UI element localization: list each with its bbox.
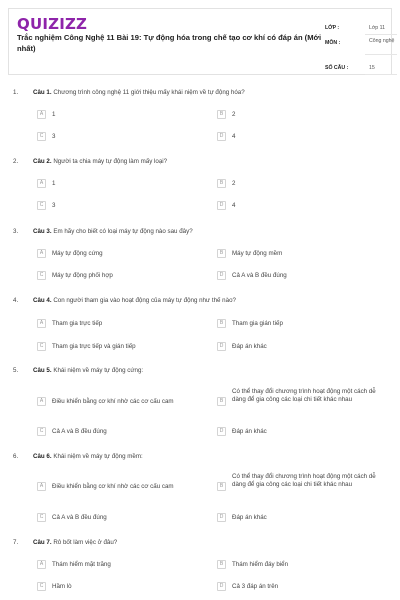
- option-text: Tham gia gián tiếp: [232, 320, 283, 327]
- option-letter: D: [217, 427, 226, 436]
- option-letter: A: [37, 249, 46, 258]
- option-letter: C: [37, 427, 46, 436]
- option-text: 4: [232, 202, 236, 209]
- question-body: Rô bốt làm việc ở đâu?: [53, 539, 118, 546]
- option-text: Máy tự động cứng: [52, 250, 103, 257]
- meta-divider: [365, 54, 397, 55]
- question-label: Câu 4.: [33, 297, 52, 304]
- option-text: Hầm lò: [52, 583, 72, 590]
- option-letter: A: [37, 319, 46, 328]
- question-label: Câu 3.: [33, 228, 52, 235]
- question-body: Người ta chia máy tự động làm mấy loại?: [53, 158, 168, 165]
- option-text: 1: [52, 180, 56, 187]
- question-label: Câu 1.: [33, 89, 52, 96]
- option-text: Điều khiển bằng cơ khí nhờ các cơ cấu cam: [52, 398, 174, 405]
- option-text: Điều khiển bằng cơ khí nhờ các cơ cấu cam: [52, 483, 174, 490]
- meta-subject-value: Công nghệ: [369, 38, 395, 44]
- option-text: Tham gia trực tiếp và gián tiếp: [52, 343, 136, 350]
- option-letter: D: [217, 201, 226, 210]
- quizizz-logo: QUIZIZZ: [17, 15, 88, 33]
- question-text: [33, 158, 167, 165]
- question-text: [33, 297, 236, 304]
- question-text: [33, 228, 193, 235]
- option-text: Thám hiểm mặt trăng: [52, 561, 111, 568]
- option-text: 2: [232, 180, 236, 187]
- option-letter: B: [217, 249, 226, 258]
- question-text: [33, 89, 245, 96]
- option-text: Máy tự động mềm: [232, 250, 283, 257]
- meta-divider: [365, 34, 397, 35]
- option-text: 3: [52, 202, 56, 209]
- question-text: [33, 367, 143, 374]
- option-text: 2: [232, 111, 236, 118]
- option-letter: D: [217, 513, 226, 522]
- option-letter: C: [37, 271, 46, 280]
- option-letter: C: [37, 132, 46, 141]
- option-letter: B: [217, 179, 226, 188]
- option-letter: C: [37, 342, 46, 351]
- worksheet-header: [8, 8, 395, 75]
- option-letter: B: [217, 560, 226, 569]
- option-text: 4: [232, 133, 236, 140]
- option-text: Đáp án khác: [232, 514, 267, 521]
- meta-count-value: 15: [369, 65, 375, 71]
- option-letter: C: [37, 201, 46, 210]
- question-body: Chương trình công nghệ 11 giới thiệu mấy khái niệm về tự động hóa?: [53, 89, 245, 96]
- option-letter: D: [217, 582, 226, 591]
- option-text: Có thể thay đổi chương trình hoạt động một cách dễ dàng để gia công các loại chi tiết khác nhau: [232, 388, 376, 404]
- option-text: Có thể thay đổi chương trình hoạt động một cách dễ dàng để gia công các loại chi tiết khác nhau: [232, 473, 376, 489]
- option-text: Thám hiểm đáy biển: [232, 561, 289, 568]
- option-text: Đáp án khác: [232, 428, 267, 435]
- question-body: Con người tham gia vào hoạt động của máy tự động như thế nào?: [53, 297, 236, 304]
- question-text: [33, 539, 117, 546]
- question-text: [33, 453, 143, 460]
- option-text: 3: [52, 133, 56, 140]
- option-letter: A: [37, 110, 46, 119]
- question-body: Khái niệm về máy tự động mềm:: [53, 453, 143, 460]
- question-number: 7.: [13, 539, 19, 546]
- option-text: Cả A và B đều đúng: [52, 428, 107, 435]
- meta-subject-label: MÔN :: [325, 40, 341, 46]
- question-label: Câu 2.: [33, 158, 52, 165]
- option-letter: B: [217, 110, 226, 119]
- question-number: 1.: [13, 89, 19, 96]
- meta-grade-label: LỚP :: [325, 25, 340, 31]
- option-text: Cả 3 đáp án trên: [232, 583, 279, 590]
- question-label: Câu 6.: [33, 453, 52, 460]
- option-letter: B: [217, 482, 226, 491]
- option-letter: B: [217, 397, 226, 406]
- question-number: 4.: [13, 297, 19, 304]
- option-letter: D: [217, 342, 226, 351]
- meta-divider: [365, 74, 397, 75]
- option-text: Máy tự động phối hợp: [52, 272, 113, 279]
- question-label: Câu 7.: [33, 539, 52, 546]
- option-letter: A: [37, 482, 46, 491]
- option-letter: C: [37, 582, 46, 591]
- question-number: 5.: [13, 367, 19, 374]
- meta-count-label: SỐ CÂU :: [325, 65, 349, 71]
- option-letter: D: [217, 132, 226, 141]
- option-letter: A: [37, 179, 46, 188]
- option-letter: C: [37, 513, 46, 522]
- option-text: Cả A và B đều đúng: [52, 514, 107, 521]
- question-number: 6.: [13, 453, 19, 460]
- meta-grade-value: Lớp 11: [369, 25, 385, 31]
- option-letter: A: [37, 560, 46, 569]
- option-letter: A: [37, 397, 46, 406]
- option-text: Đáp án khác: [232, 343, 267, 350]
- option-letter: D: [217, 271, 226, 280]
- option-text: Cả A và B đều đúng: [232, 272, 287, 279]
- question-number: 3.: [13, 228, 19, 235]
- question-number: 2.: [13, 158, 19, 165]
- option-text: Tham gia trực tiếp: [52, 320, 103, 327]
- question-body: Em hãy cho biết có loại máy tự động nào sau đây?: [53, 228, 193, 235]
- question-body: Khái niệm về máy tự động cứng:: [53, 367, 144, 374]
- option-text: 1: [52, 111, 56, 118]
- option-letter: B: [217, 319, 226, 328]
- worksheet-title: Trắc nghiệm Công Nghệ 11 Bài 19: Tự động hóa trong chế tạo cơ khí có đáp án (Mới nhất): [17, 33, 322, 53]
- question-label: Câu 5.: [33, 367, 52, 374]
